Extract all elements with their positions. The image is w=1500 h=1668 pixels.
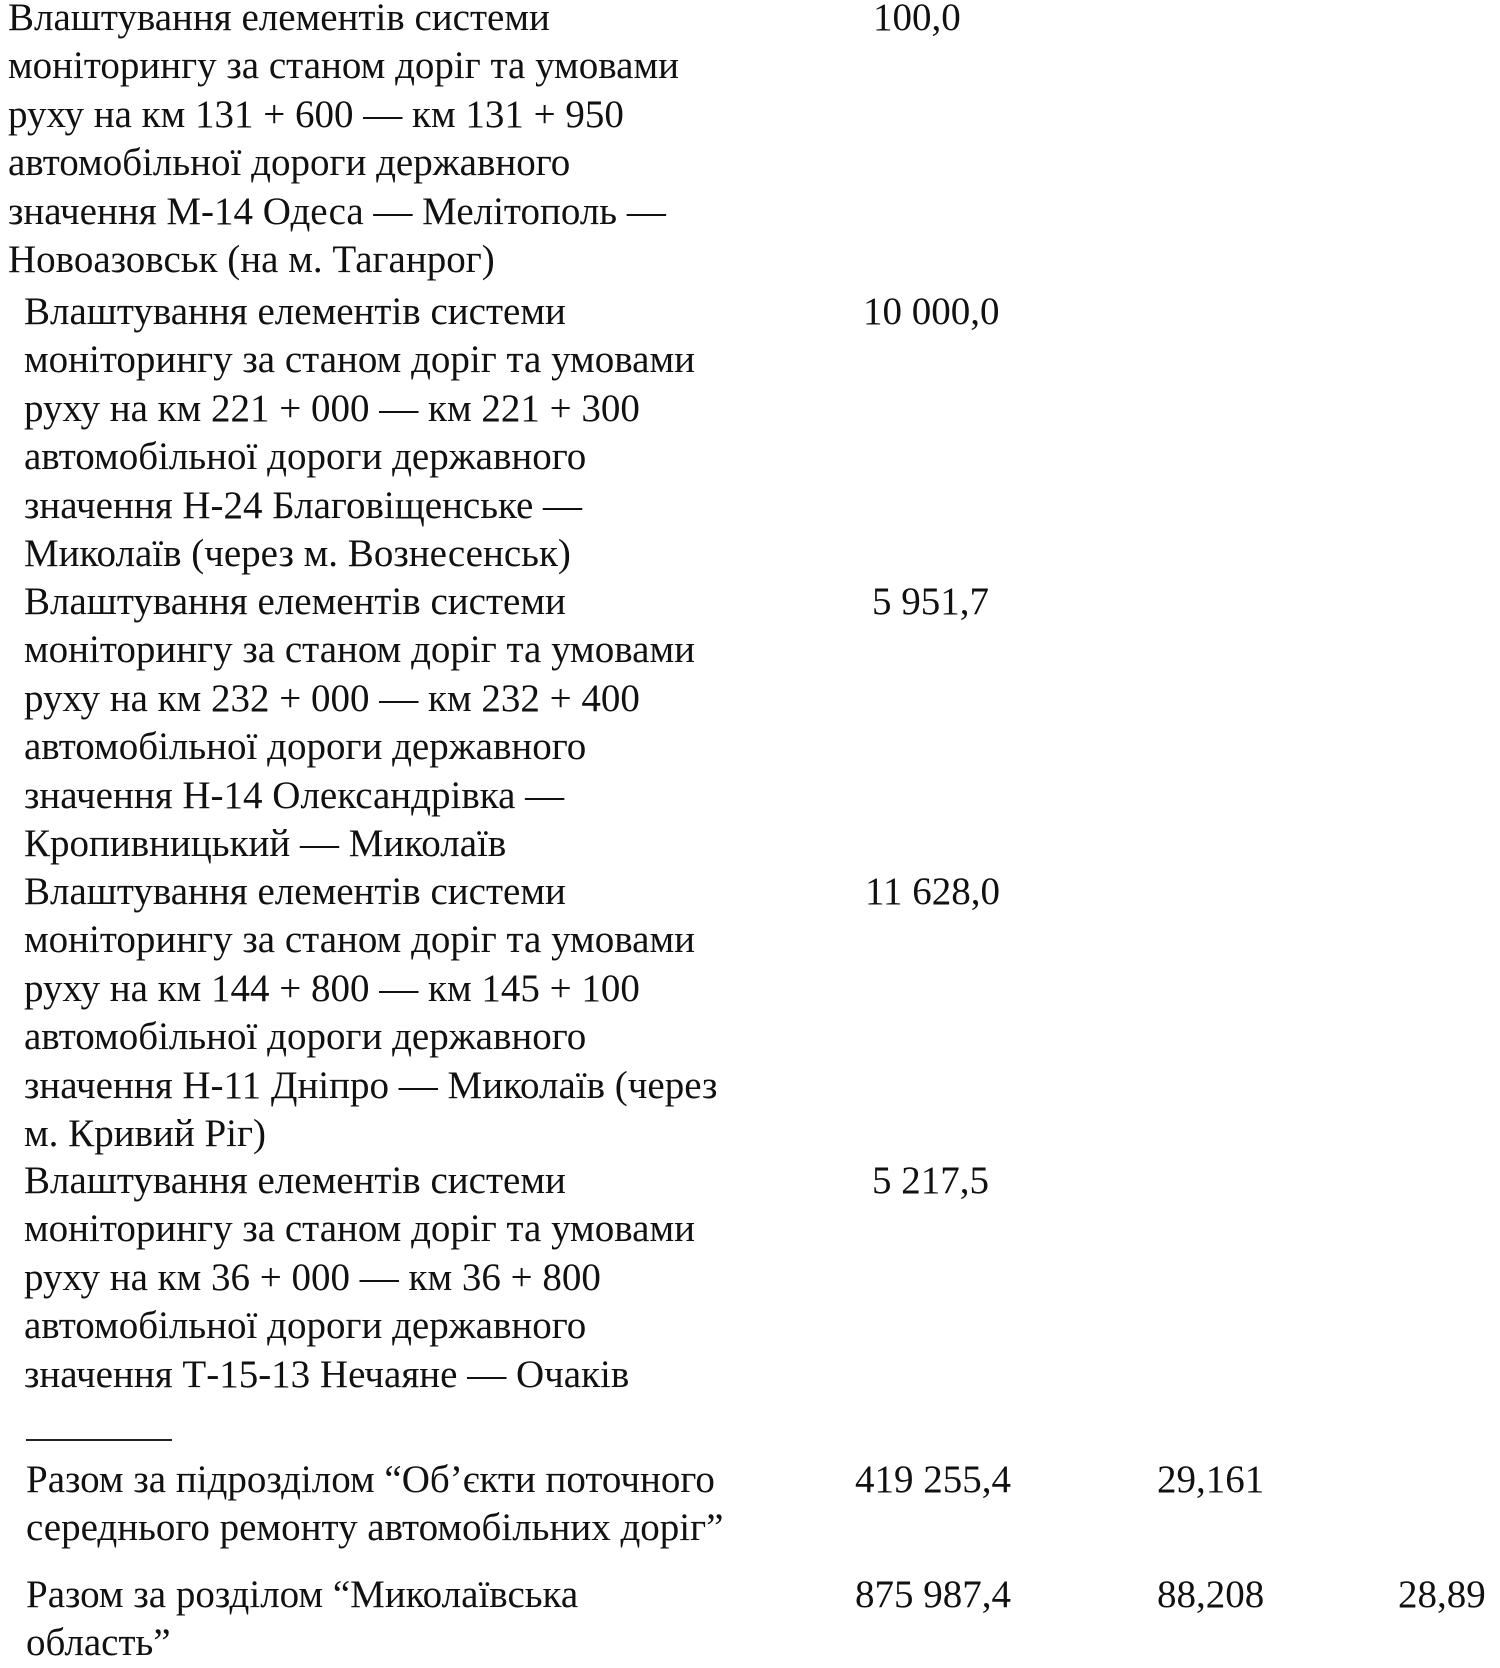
subsection-total-label: Разом за підрозділом “Об’єкти поточного середнього ремонту автомобільних доріг”	[26, 1458, 724, 1550]
separator-rule	[26, 1439, 172, 1441]
item-amount: 11 628,0	[865, 870, 1001, 913]
item-description: Влаштування елементів системи моніторингу за станом доріг та умовами руху на км 36 + 000 — км 36 + 800 автомобільної дороги державного значення Т-15-13 Нечаяне — Очаків	[24, 1159, 695, 1396]
section-total-amount: 875 987,4	[855, 1573, 1011, 1616]
section-total-extra: 28,89	[1398, 1573, 1486, 1616]
section-total-label: Разом за розділом “Миколаївська область”	[26, 1573, 579, 1665]
subsection-total-length: 29,161	[1157, 1458, 1265, 1501]
item-amount: 5 951,7	[872, 580, 989, 623]
item-description: Влаштування елементів системи моніторингу за станом доріг та умовами руху на км 144 + 800 — км 145 + 100 автомобільної дороги державного значення Н-11 Дніпро — Миколаїв (через м. Кривий Ріг)	[24, 870, 718, 1156]
item-amount: 10 000,0	[863, 290, 1000, 333]
item-amount: 5 217,5	[872, 1159, 989, 1202]
item-description: Влаштування елементів системи моніторингу за станом доріг та умовами руху на км 131 + 600 — км 131 + 950 автомобільної дороги державного значення М-14 Одеса — Мелітополь — Новоазовськ (на м. Таганрог)	[8, 0, 679, 282]
item-description: Влаштування елементів системи моніторингу за станом доріг та умовами руху на км 221 + 000 — км 221 + 300 автомобільної дороги державного значення Н-24 Благовіщенське — Миколаїв (через м. Вознесенськ)	[24, 290, 695, 576]
item-amount: 100,0	[873, 0, 961, 39]
item-description: Влаштування елементів системи моніторингу за станом доріг та умовами руху на км 232 + 000 — км 232 + 400 автомобільної дороги державного значення Н-14 Олександрівка — Кропивницький — Миколаїв	[24, 580, 695, 866]
subsection-total-amount: 419 255,4	[855, 1458, 1011, 1501]
section-total-length: 88,208	[1157, 1573, 1265, 1616]
